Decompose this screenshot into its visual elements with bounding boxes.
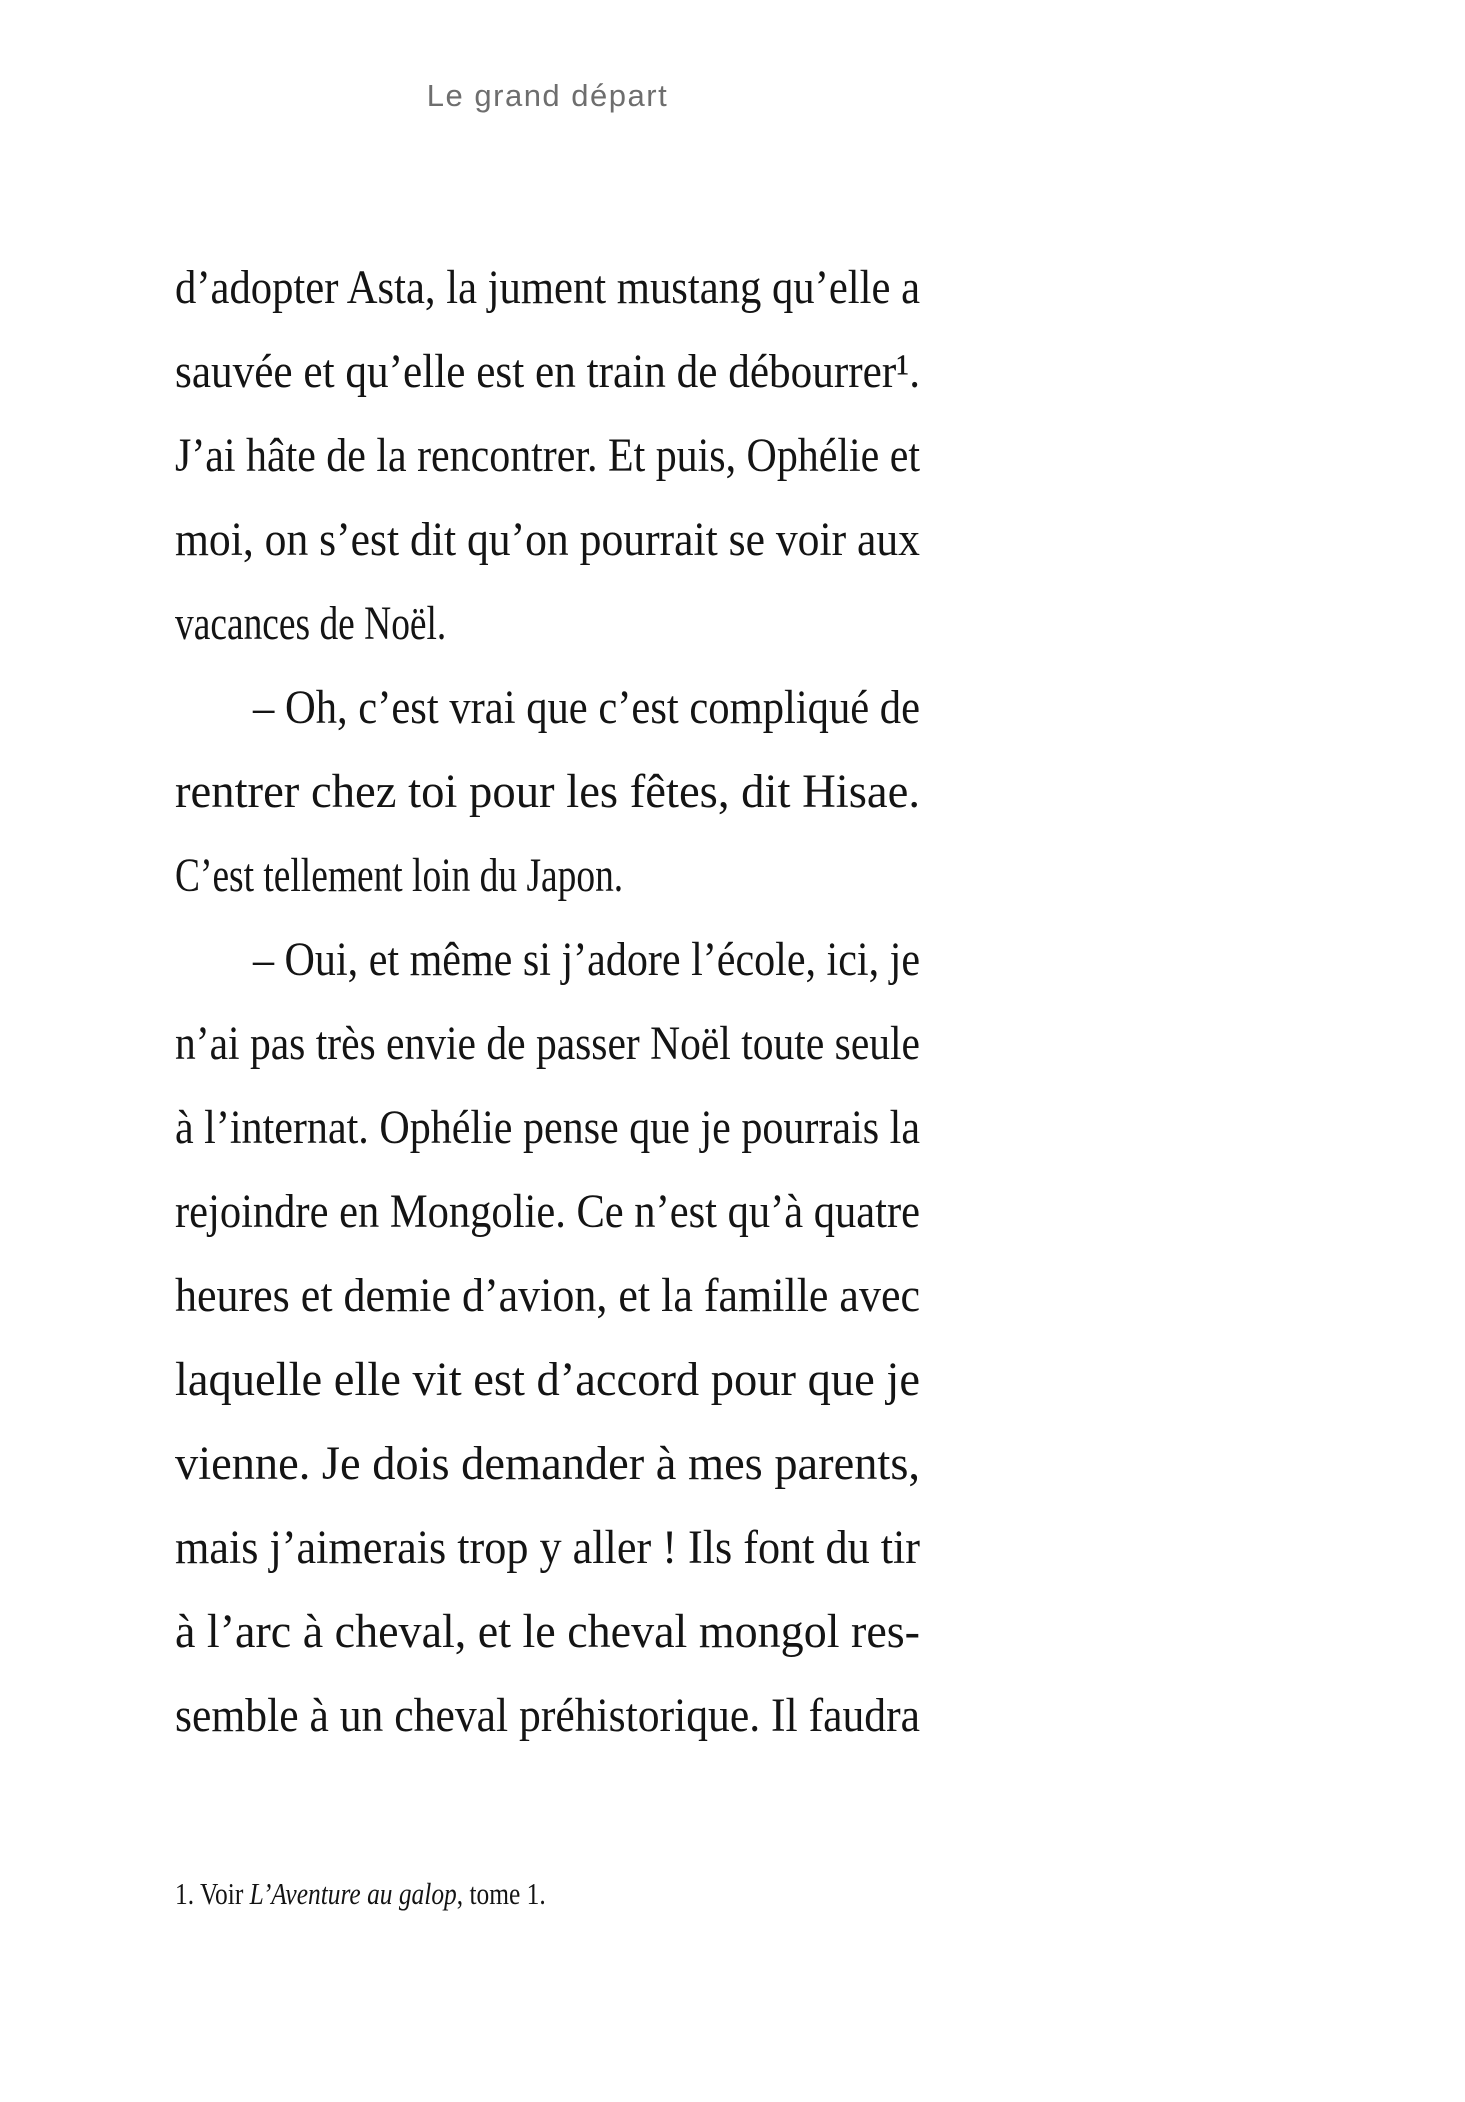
text-line: heures et demie d’avion, et la famille avec — [175, 1269, 920, 1322]
text-line: rentrer chez toi pour les fêtes, dit Hisae. — [175, 765, 920, 818]
text-line: vacances de Noël. — [175, 597, 447, 650]
footnote-book-title: L’Aventure au galop — [249, 1876, 457, 1911]
text-line: – Oh, c’est vrai que c’est compliqué de — [253, 681, 920, 734]
text-line: à l’internat. Ophélie pense que je pourrais la — [175, 1101, 920, 1154]
text-line: C’est tellement loin du Japon. — [175, 849, 624, 902]
footnote — [175, 1874, 1075, 1914]
body-text-block — [175, 246, 920, 1758]
text-line: – Oui, et même si j’adore l’école, ici, je — [253, 933, 920, 986]
footnote-suffix: , tome 1. — [456, 1876, 546, 1911]
text-line: d’adopter Asta, la jument mustang qu’elle a — [175, 261, 920, 314]
text-line: vienne. Je dois demander à mes parents, — [175, 1437, 920, 1490]
text-line: J’ai hâte de la rencontrer. Et puis, Ophélie et — [175, 429, 920, 482]
text-line: rejoindre en Mongolie. Ce n’est qu’à quatre — [175, 1185, 920, 1238]
text-line: moi, on s’est dit qu’on pourrait se voir aux — [175, 513, 920, 566]
text-line: n’ai pas très envie de passer Noël toute seule — [175, 1017, 920, 1070]
running-header-title: Le grand départ — [426, 78, 669, 113]
text-line: semble à un cheval préhistorique. Il faudra — [175, 1689, 920, 1742]
text-line: sauvée et qu’elle est en train de débourrer¹. — [175, 345, 920, 398]
text-line: mais j’aimerais trop y aller ! Ils font du tir — [175, 1521, 920, 1574]
text-line: à l’arc à cheval, et le cheval mongol res- — [175, 1605, 920, 1658]
text-line: laquelle elle vit est d’accord pour que je — [175, 1353, 920, 1406]
footnote-prefix: 1. Voir — [175, 1876, 250, 1911]
